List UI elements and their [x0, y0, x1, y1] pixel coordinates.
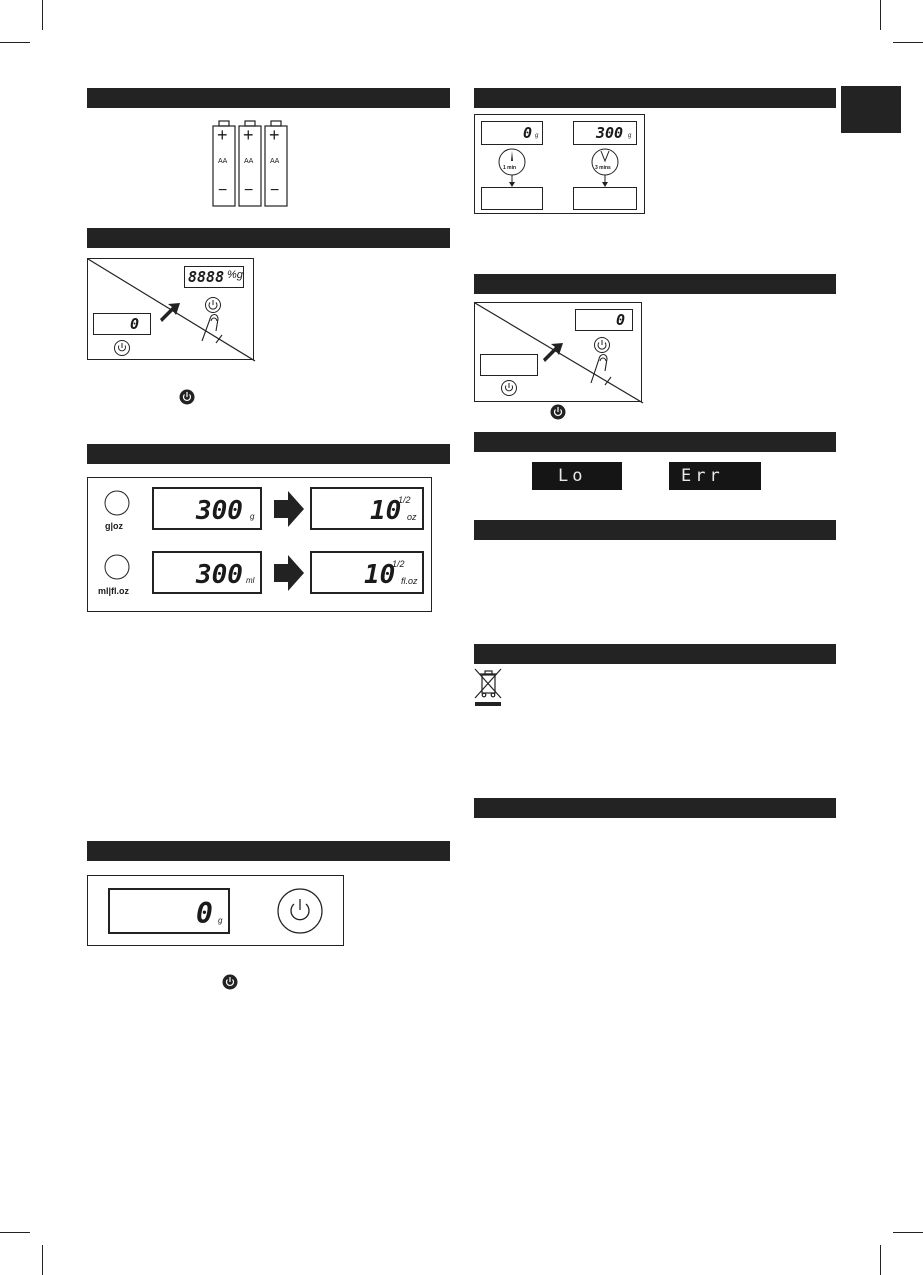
- volume-converted-display: [310, 551, 424, 594]
- low-battery-text: Lo: [558, 466, 587, 486]
- crop-mark: [880, 1245, 881, 1275]
- weight-display: [152, 487, 262, 530]
- section-header-errors: [474, 432, 836, 452]
- language-tab: [841, 86, 901, 133]
- timer-3mins-label: 3 mins: [595, 165, 611, 171]
- crop-mark: [42, 1245, 43, 1275]
- section-header-batteries: [87, 88, 450, 108]
- power-off-diagram: [474, 302, 642, 402]
- weight-unit: g: [250, 512, 255, 521]
- timer-1min-label: 1 min: [503, 165, 517, 171]
- volume-converted-value: 10: [364, 560, 396, 590]
- arrow-right-icon: [274, 555, 304, 591]
- display-zero-digit: 0: [130, 315, 140, 333]
- volume-converted-unit: fl.oz: [401, 576, 418, 586]
- crop-mark: [0, 42, 30, 43]
- section-header-recycling: [474, 644, 836, 664]
- crop-mark: [0, 1232, 30, 1233]
- tare-value: 0: [196, 897, 213, 930]
- unit-button-icon[interactable]: [104, 490, 130, 516]
- weee-bin-icon: [473, 667, 503, 707]
- power-off-digit: 0: [616, 311, 626, 329]
- section-header-tare: [87, 841, 450, 861]
- section-header-auto-off: [474, 88, 836, 108]
- crop-mark: [880, 0, 881, 30]
- crop-mark: [893, 1232, 923, 1233]
- crop-mark: [893, 42, 923, 43]
- section-header-power-on: [87, 228, 450, 248]
- tare-display: [108, 888, 230, 934]
- power-on-diagram: [87, 258, 254, 360]
- arrow-right-icon: [274, 491, 304, 527]
- auto-off-right-value: 300: [596, 124, 624, 142]
- unit-button-icon[interactable]: [104, 554, 130, 580]
- battery-plus: +: [269, 125, 280, 145]
- power-button-icon: [550, 404, 566, 420]
- battery-minus: −: [270, 182, 280, 199]
- weight-converted-unit: oz: [407, 512, 417, 522]
- low-battery-display: [532, 462, 622, 490]
- section-header-guarantee: [474, 798, 836, 818]
- power-icon[interactable]: [276, 887, 324, 935]
- error-text: Err: [681, 466, 724, 486]
- section-header-power-off: [474, 274, 836, 294]
- display-zero: [93, 313, 151, 335]
- unit-conversion-diagram: [87, 477, 432, 612]
- auto-off-left-blank: [481, 187, 543, 210]
- section-header-care: [474, 520, 836, 540]
- auto-off-right-display: [573, 121, 637, 145]
- auto-off-left-display: [481, 121, 543, 145]
- battery-type-label: AA: [270, 158, 280, 165]
- volume-unit: ml: [246, 576, 255, 585]
- finger-icon: [198, 305, 228, 345]
- power-button-icon: [179, 389, 195, 405]
- tare-unit: g: [218, 916, 223, 925]
- fraction-label: 1/2: [392, 559, 405, 569]
- tare-diagram: [87, 875, 344, 946]
- arrow-icon: [160, 303, 180, 322]
- auto-off-right-blank: [573, 187, 637, 210]
- fraction-label: 1/2: [398, 495, 411, 505]
- battery-plus: +: [217, 125, 228, 145]
- battery-minus: −: [244, 182, 254, 199]
- crop-mark: [42, 0, 43, 30]
- display-test-digits: 8888: [188, 268, 225, 286]
- battery-illustration: [212, 120, 292, 210]
- battery-minus: −: [218, 182, 228, 199]
- unit-button-volume-label: ml|fl.oz: [98, 586, 130, 596]
- display-test-units: %g: [227, 269, 243, 281]
- volume-display: [152, 551, 262, 594]
- power-off-blank-display: [480, 354, 538, 376]
- section-header-units: [87, 444, 450, 464]
- battery-type-label: AA: [244, 158, 254, 165]
- weight-converted-value: 10: [370, 496, 402, 526]
- battery-type-label: AA: [218, 158, 228, 165]
- battery-plus: +: [243, 125, 254, 145]
- unit-button-weight-label: g|oz: [105, 521, 124, 531]
- auto-off-left-value: 0: [523, 124, 533, 142]
- auto-off-right-unit: g: [628, 133, 632, 139]
- auto-off-left-unit: g: [535, 133, 539, 139]
- volume-value: 300: [196, 560, 243, 590]
- power-off-display: [575, 309, 633, 331]
- weight-converted-display: [310, 487, 424, 530]
- power-icon: [500, 379, 518, 397]
- error-display: [669, 462, 761, 490]
- power-icon: [113, 339, 131, 357]
- finger-icon: [587, 345, 617, 387]
- auto-off-diagram: [474, 114, 645, 214]
- weight-value: 300: [196, 496, 243, 526]
- display-test: [184, 266, 244, 288]
- power-button-icon: [222, 974, 238, 990]
